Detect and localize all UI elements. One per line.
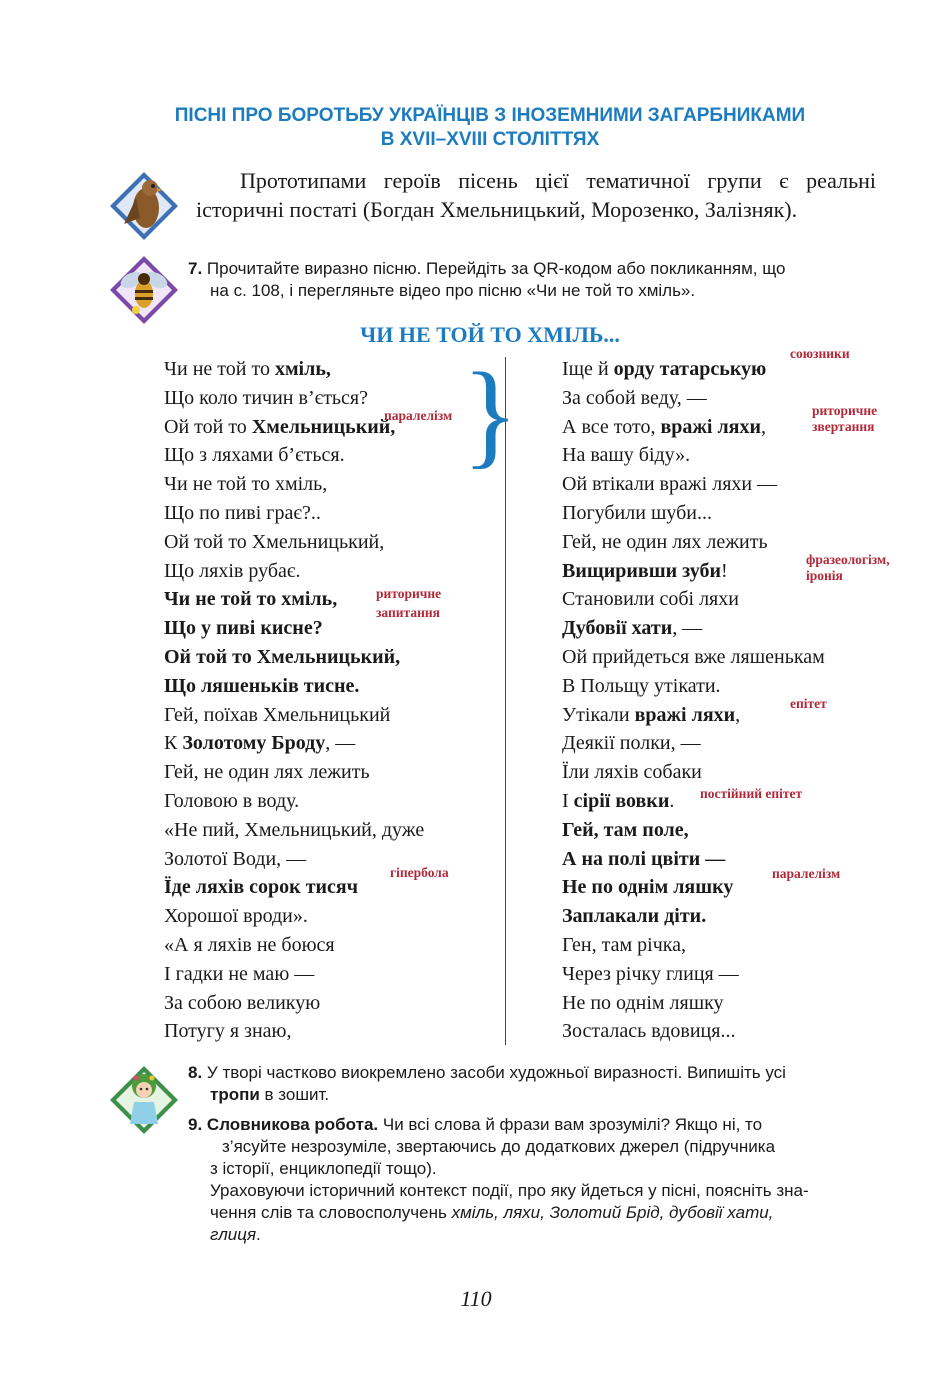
song-right-line-segment: Їли ляхів собаки xyxy=(562,761,702,784)
song-right-line xyxy=(562,614,825,643)
song-left-line-segment: «Не пий, Хмельницький, дуже xyxy=(164,818,425,841)
song-right-line-segment: , xyxy=(735,703,741,726)
annotation-rhetorical-address-2: звертання xyxy=(812,419,875,434)
annotation-epithet: епітет xyxy=(790,696,827,711)
song-right-line-segment: Через річку глиця — xyxy=(562,962,739,985)
song-left-line-segment: Що по пиві грає?.. xyxy=(164,501,321,524)
song-left-line-segment: Гей, не один лях лежить xyxy=(164,761,370,784)
task-9-terms: хміль, ляхи, Золотий Брід, дубовії хати, xyxy=(451,1203,774,1222)
song-left-line xyxy=(164,873,424,902)
section-heading-line2: В XVII–XVIII СТОЛІТТЯХ xyxy=(380,129,600,150)
annotation-rhetorical-address-1: риторичне xyxy=(812,403,878,418)
song-title: ЧИ НЕ ТОЙ ТО ХМІЛЬ... xyxy=(360,322,620,347)
task-8-line1: У творі частково виокремлено засоби художньої виразності. Випишіть усі xyxy=(206,1063,786,1082)
song-left-line-segment: Що з ляхами б’ється. xyxy=(164,444,345,467)
song-right-line-segment: І xyxy=(562,789,574,812)
task-9-number: 9. xyxy=(188,1115,203,1134)
song-left-line xyxy=(164,989,424,1018)
song-left-line-segment: Хмельницький, xyxy=(251,415,396,438)
song-right-line xyxy=(562,902,825,931)
song-right-line-segment: , — xyxy=(672,617,703,640)
section-heading xyxy=(120,104,860,152)
song-right-line xyxy=(562,960,825,989)
song-right-line xyxy=(562,701,825,730)
annotation-allies: союзники xyxy=(790,346,850,361)
annotation-phraseologism-2: іронія xyxy=(806,568,843,583)
song-right-line-segment: Ой прийдеться вже ляшенькам xyxy=(562,645,825,668)
song-left-line-segment: Головою в воду. xyxy=(164,789,300,812)
song-right-line-segment: , xyxy=(761,415,767,438)
song-right-line xyxy=(562,585,825,614)
song-left-line xyxy=(164,441,424,470)
song-right-line-segment: ! xyxy=(721,559,728,582)
song-left-line-segment: Гей, поїхав Хмельницький xyxy=(164,703,391,726)
song-right-column xyxy=(562,355,825,1046)
song-right-line-segment: Становили собі ляхи xyxy=(562,588,739,611)
song-left-line xyxy=(164,1017,424,1046)
song-right-line-segment: А на полі цвіти — xyxy=(562,847,726,870)
task-9-line1: Чи всі слова й фрази вам зрозумілі? Якщо ні, то xyxy=(378,1115,763,1134)
song-right-line-segment: А все тото, xyxy=(562,415,661,438)
task-8-number: 8. xyxy=(188,1063,203,1082)
annotation-hyperbole: гіпербола xyxy=(390,865,449,880)
song-left-line-segment: Ой той то xyxy=(164,415,252,438)
song-right-line xyxy=(562,758,825,787)
song-left-line-segment: К xyxy=(164,732,183,755)
song-left-line-segment: Золотої Води, — xyxy=(164,847,307,870)
page-number: 110 xyxy=(460,1286,492,1311)
song-left-column xyxy=(164,355,424,1046)
song-right-line-segment: Заплакали діти. xyxy=(562,905,707,928)
curly-brace-icon: } xyxy=(462,348,519,479)
song-right-line-segment: Гей, не один лях лежить xyxy=(562,530,768,553)
song-right-line-segment: Зосталась вдовиця... xyxy=(562,1020,736,1043)
song-left-line-segment: Чи не той то хміль, xyxy=(164,473,328,496)
annotation-phraseologism-1: фразеологізм, xyxy=(806,552,890,567)
song-left-line xyxy=(164,845,424,874)
song-left-line xyxy=(164,960,424,989)
song-left-line-segment: Чи не той то xyxy=(164,358,275,380)
task-8-keyword-tropes: тропи xyxy=(210,1085,260,1104)
song-left-line xyxy=(164,816,424,845)
song-right-line xyxy=(562,441,825,470)
song-left-line xyxy=(164,355,424,384)
annotation-paralelism-1: паралелізм xyxy=(384,408,453,423)
song-right-line-segment: Не по однім ляшку xyxy=(562,991,724,1014)
song-left-line xyxy=(164,931,424,960)
song-left-line-segment: Золотому Броду xyxy=(182,732,326,755)
song-right-line-segment: Деякії полки, — xyxy=(562,732,701,755)
song-left-line-segment: І гадки не маю — xyxy=(164,962,315,985)
song-right-line-segment: сірії вовки xyxy=(573,789,670,812)
song-right-line-segment: Погубили шуби... xyxy=(562,501,712,524)
song-left-line-segment: Ой той то Хмельницький, xyxy=(164,645,401,668)
song-right-line-segment: Ой втікали вражі ляхи — xyxy=(562,473,778,496)
song-right-line-segment: На вашу біду». xyxy=(562,444,691,467)
song-left-line xyxy=(164,729,424,758)
task-7-number: 7. xyxy=(188,259,203,278)
song-right-line xyxy=(562,355,825,384)
intro-paragraph: Прототипами героїв пісень цієї тематичної групи є реальні історичні постаті (Богдан Хмельницький, Морозенко, Залізняк). xyxy=(196,168,876,222)
song-left-line-segment: «А я ляхів не боюся xyxy=(164,933,335,956)
song-left-line xyxy=(164,528,424,557)
song-right-line xyxy=(562,384,825,413)
song-left-line xyxy=(164,499,424,528)
song-left-line-segment: Що ляхів рубає. xyxy=(164,559,301,582)
song-left-line-segment: хміль, xyxy=(274,358,331,380)
song-right-line-segment: Утікали xyxy=(562,703,635,726)
song-left-line xyxy=(164,787,424,816)
task-9-period: . xyxy=(256,1225,261,1244)
song-right-line xyxy=(562,470,825,499)
song-left-line-segment: Потугу я знаю, xyxy=(164,1020,292,1043)
song-left-line xyxy=(164,557,424,586)
song-right-line-segment: Вищиривши зуби xyxy=(562,559,722,582)
annotation-paralelism-2: паралелізм xyxy=(772,866,841,881)
song-right-line xyxy=(562,816,825,845)
song-right-line-segment: В Польщу утікати. xyxy=(562,674,721,697)
bee-icon xyxy=(106,252,182,328)
song-left-line-segment: Хорошої вроди». xyxy=(164,905,308,928)
song-left-line xyxy=(164,470,424,499)
task-8 xyxy=(188,1062,878,1106)
section-heading-line1: ПІСНІ ПРО БОРОТЬБУ УКРАЇНЦІВ З ІНОЗЕМНИМИ ЗАГАРБНИКАМИ xyxy=(174,105,806,126)
song-right-line xyxy=(562,931,825,960)
task-9-line5: чення слів та словосполучень xyxy=(210,1203,452,1222)
song-right-line-segment: Не по однім ляшку xyxy=(562,876,734,899)
task-7 xyxy=(188,258,878,302)
song-left-line xyxy=(164,672,424,701)
task-7-line2: на с. 108, і перегляньте відео про пісню «Чи не той то хміль». xyxy=(210,281,696,300)
annotation-rhetorical-question-2: запитання xyxy=(376,605,440,620)
task-9 xyxy=(188,1114,878,1246)
song-right-line-segment: орду татарськую xyxy=(613,358,767,380)
song-right-line-segment: Іще й xyxy=(562,358,614,380)
song-left-line-segment: , — xyxy=(325,732,356,755)
song-right-line-segment: Гей, там поле, xyxy=(562,818,689,841)
song-left-line-segment: Ой той то Хмельницький, xyxy=(164,530,385,553)
song-right-line xyxy=(562,1017,825,1046)
song-left-line-segment: За собою великую xyxy=(164,991,321,1014)
fairy-icon xyxy=(106,1062,182,1138)
song-left-line-segment: Їде ляхів сорок тисяч xyxy=(164,876,359,899)
task-9-line4: Ураховуючи історичний контекст події, про яку йдеться у пісні, поясніть зна- xyxy=(210,1181,809,1200)
task-7-line1: Прочитайте виразно пісню. Перейдіть за QR-кодом або покликанням, що xyxy=(206,259,786,278)
song-right-line xyxy=(562,989,825,1018)
song-right-line xyxy=(562,643,825,672)
song-right-line-segment: вражі ляхи xyxy=(660,415,762,438)
task-8-line2: в зошит. xyxy=(259,1085,330,1104)
owl-icon xyxy=(106,168,182,244)
song-left-line xyxy=(164,643,424,672)
song-left-line-segment: Що у пиві кисне? xyxy=(164,617,323,640)
song-right-line-segment: . xyxy=(669,789,675,812)
song-left-line-segment: Що ляшеньків тисне. xyxy=(164,674,360,697)
song-right-line xyxy=(562,672,825,701)
annotation-constant-epithet: постійний епітет xyxy=(700,786,803,801)
song-left-line-segment: Чи не той то хміль, xyxy=(164,588,338,611)
song-right-line xyxy=(562,413,825,442)
song-right-line-segment: вражі ляхи xyxy=(634,703,736,726)
song-left-line xyxy=(164,701,424,730)
song-right-line-segment: Дубовії хати xyxy=(562,617,673,640)
task-9-line3: з історії, енциклопедії тощо). xyxy=(210,1159,437,1178)
task-9-title: Словникова робота. xyxy=(206,1115,379,1134)
task-9-line2: з’ясуйте незрозуміле, звертаючись до додаткових джерел (підручника xyxy=(222,1137,776,1156)
song-right-line xyxy=(562,499,825,528)
song-right-line xyxy=(562,729,825,758)
task-9-term-glytsia: глиця xyxy=(210,1225,257,1244)
song-left-line xyxy=(164,902,424,931)
song-right-line-segment: За собой веду, — xyxy=(562,386,707,409)
song-right-line-segment: Ген, там річка, xyxy=(562,933,687,956)
song-right-line xyxy=(562,557,825,586)
song-left-line xyxy=(164,758,424,787)
annotation-rhetorical-question-1: риторичне xyxy=(376,586,442,601)
song-right-line xyxy=(562,528,825,557)
song-left-line-segment: Що коло тичин в’ється? xyxy=(164,386,369,409)
